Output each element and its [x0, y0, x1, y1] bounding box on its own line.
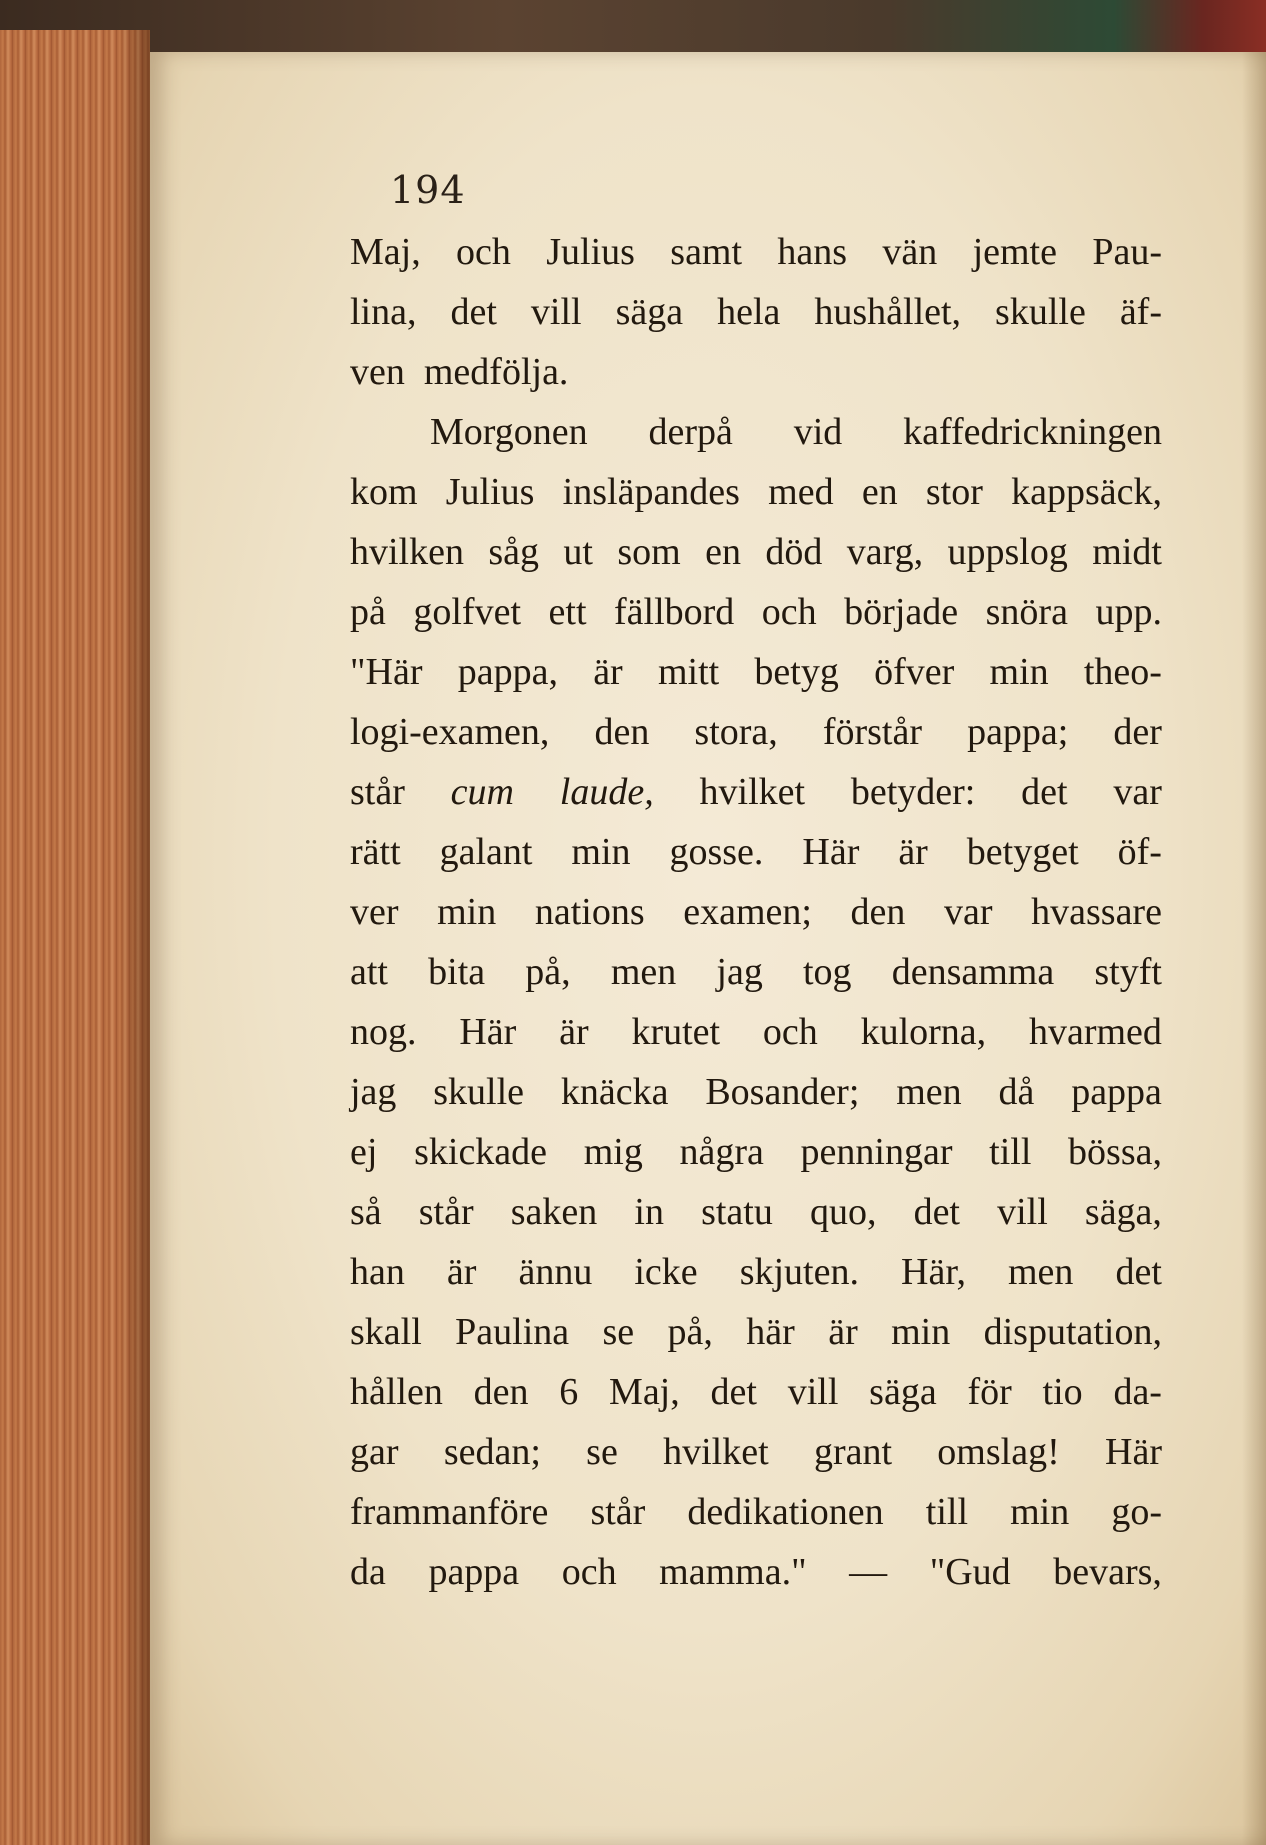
word: med	[768, 471, 834, 513]
text-line	[350, 1062, 1162, 1122]
word: betyg	[754, 651, 839, 693]
word: det	[1115, 1251, 1162, 1293]
word: Paulina	[455, 1311, 570, 1353]
word: Pau-	[1092, 231, 1162, 273]
word: in	[634, 1191, 664, 1233]
word: min	[891, 1311, 951, 1353]
word: min	[571, 831, 631, 873]
word: uppslog	[947, 531, 1068, 573]
text-line	[350, 1182, 1162, 1242]
word: hushållet,	[814, 291, 962, 333]
word: säga	[615, 291, 684, 333]
word: hvarmed	[1028, 1011, 1162, 1053]
word: kaffedrickningen	[903, 411, 1162, 453]
word: icke	[634, 1251, 698, 1293]
text-line	[350, 642, 1162, 702]
word: hvilket	[663, 1431, 769, 1473]
word: skickade	[414, 1131, 548, 1173]
text-line	[350, 882, 1162, 942]
word: Här	[459, 1011, 517, 1053]
word: saken	[510, 1191, 598, 1233]
word: 6	[559, 1371, 579, 1413]
word: öfver	[874, 651, 955, 693]
word: för	[967, 1371, 1012, 1413]
word: pappa,	[457, 651, 558, 693]
word: styft	[1094, 951, 1162, 993]
word: Morgonen	[430, 411, 588, 453]
italic-word: cum	[450, 771, 514, 813]
word: skulle	[995, 291, 1086, 333]
word: "Här	[350, 651, 423, 693]
word: pappa	[1071, 1071, 1162, 1113]
word: min	[437, 891, 497, 933]
word: krutet	[631, 1011, 721, 1053]
word: gar	[350, 1431, 399, 1473]
word: frammanföre	[350, 1491, 549, 1533]
word: äf-	[1119, 291, 1162, 333]
text-line	[350, 822, 1162, 882]
word: hans	[777, 231, 848, 273]
word: skjuten.	[739, 1251, 859, 1293]
word: står	[418, 1191, 474, 1233]
word: fällbord	[614, 591, 735, 633]
word: Här	[802, 831, 860, 873]
word: och	[456, 231, 511, 273]
word: da	[350, 1551, 386, 1593]
word: öf-	[1117, 831, 1162, 873]
word: kappsäck,	[1011, 471, 1162, 513]
body-text	[350, 222, 1162, 1602]
word: medfölja.	[423, 351, 569, 393]
word: nations	[534, 891, 645, 933]
word: samt	[670, 231, 743, 273]
word: Maj,	[350, 231, 421, 273]
word: penningar	[800, 1131, 953, 1173]
word: rätt	[350, 831, 401, 873]
italic-word: laude,	[559, 771, 654, 813]
word: knäcka	[560, 1071, 669, 1113]
word: min	[1010, 1491, 1070, 1533]
word: skall	[350, 1311, 422, 1353]
word: mitt	[657, 651, 720, 693]
word: ännu	[518, 1251, 593, 1293]
word: var	[944, 891, 993, 933]
word: betyget	[966, 831, 1079, 873]
word: densamma	[891, 951, 1055, 993]
word: vill	[997, 1191, 1048, 1233]
word: jemte	[972, 231, 1057, 273]
text-line	[350, 1122, 1162, 1182]
word: se	[602, 1311, 635, 1353]
word: pappa;	[967, 711, 1069, 753]
word: dedikationen	[687, 1491, 884, 1533]
word: det	[450, 291, 497, 333]
word: och	[561, 1551, 617, 1593]
word: på	[350, 591, 386, 633]
word: han	[350, 1251, 405, 1293]
word: hvilken	[350, 531, 464, 573]
word: på,	[667, 1311, 713, 1353]
word: bevars,	[1053, 1551, 1162, 1593]
word: men	[896, 1071, 962, 1113]
word: en	[705, 531, 741, 573]
word: den	[594, 711, 650, 753]
word: står	[590, 1491, 646, 1533]
word: stor	[925, 471, 983, 513]
text-line	[350, 1362, 1162, 1422]
text-line	[350, 1302, 1162, 1362]
word: är	[593, 651, 623, 693]
word: sedan;	[443, 1431, 541, 1473]
word: vid	[793, 411, 843, 453]
text-line	[350, 282, 1162, 342]
word: var	[1113, 771, 1162, 813]
word: då	[998, 1071, 1035, 1113]
word: —	[849, 1551, 888, 1593]
word: min	[989, 651, 1049, 693]
text-line	[350, 1542, 1162, 1602]
word: skulle	[433, 1071, 525, 1113]
word: logi-examen,	[350, 711, 550, 753]
word: derpå	[648, 411, 733, 453]
word: ver	[350, 891, 399, 933]
word: Julius	[445, 471, 535, 513]
word: Bosander;	[705, 1071, 860, 1113]
text-line	[350, 402, 1162, 462]
word: go-	[1111, 1491, 1162, 1533]
word: quo,	[809, 1191, 877, 1233]
word: till	[925, 1491, 969, 1533]
word: säga,	[1084, 1191, 1162, 1233]
word: jag	[716, 951, 763, 993]
text-line	[350, 1242, 1162, 1302]
text-line	[350, 762, 1162, 822]
word: "Gud	[929, 1551, 1011, 1593]
word: der	[1113, 711, 1162, 753]
word: ven	[350, 351, 405, 393]
word: tio	[1042, 1371, 1083, 1413]
word: det	[710, 1371, 757, 1413]
word: grant	[813, 1431, 893, 1473]
word: theo-	[1083, 651, 1162, 693]
text-line	[350, 522, 1162, 582]
word: den	[850, 891, 906, 933]
word: men	[610, 951, 677, 993]
word: den	[473, 1371, 529, 1413]
word: är	[828, 1311, 858, 1353]
word: här	[746, 1311, 795, 1353]
word: mig	[583, 1131, 643, 1173]
word: omslag!	[937, 1431, 1060, 1473]
word: och	[761, 591, 817, 633]
text-line	[350, 1422, 1162, 1482]
word: på,	[525, 951, 571, 993]
page-gutter-shadow	[1242, 52, 1266, 1845]
word: vill	[530, 291, 582, 333]
word: vän	[882, 231, 938, 273]
word: varg,	[846, 531, 924, 573]
word: och	[762, 1011, 818, 1053]
word: är	[898, 831, 928, 873]
word: bössa,	[1068, 1131, 1162, 1173]
word: Julius	[546, 231, 635, 273]
word: midt	[1092, 531, 1162, 573]
word: statu	[701, 1191, 773, 1233]
word: gosse.	[669, 831, 764, 873]
word: nog.	[350, 1011, 417, 1053]
word: hvilket	[699, 771, 806, 813]
word: som	[617, 531, 681, 573]
word: till	[989, 1131, 1032, 1173]
word: säga	[869, 1371, 937, 1413]
word: hållen	[350, 1371, 443, 1413]
word: golfvet	[413, 591, 522, 633]
word: snöra	[985, 591, 1068, 633]
word: mamma."	[659, 1551, 807, 1593]
word: kulorna,	[860, 1011, 987, 1053]
word: hvassare	[1031, 891, 1162, 933]
word: ej	[350, 1131, 378, 1173]
text-line	[350, 462, 1162, 522]
text-line	[350, 702, 1162, 762]
word: disputation,	[983, 1311, 1162, 1353]
word: stora,	[694, 711, 778, 753]
word: lina,	[350, 291, 417, 333]
word: pappa	[428, 1551, 520, 1593]
word: hela	[717, 291, 781, 333]
word: ut	[563, 531, 593, 573]
word: död	[765, 531, 823, 573]
word: kom	[350, 471, 418, 513]
text-line	[350, 1482, 1162, 1542]
text-line	[350, 1002, 1162, 1062]
word: da-	[1113, 1371, 1162, 1413]
word: Här,	[901, 1251, 966, 1293]
text-line	[350, 582, 1162, 642]
text-line	[350, 342, 1162, 402]
page-number: 194	[390, 168, 466, 212]
word: några	[679, 1131, 764, 1173]
word: det	[1021, 771, 1068, 813]
word: jag	[350, 1071, 397, 1113]
text-line	[350, 942, 1162, 1002]
word: insläpandes	[562, 471, 740, 513]
word: så	[350, 1191, 382, 1233]
word: en	[861, 471, 898, 513]
word: examen;	[683, 891, 812, 933]
text-line	[350, 222, 1162, 282]
word: står	[350, 771, 405, 813]
word: ett	[548, 591, 587, 633]
word: såg	[488, 531, 540, 573]
word: det	[913, 1191, 960, 1233]
page-edges	[0, 30, 150, 1845]
word: se	[586, 1431, 618, 1473]
word: bita	[428, 951, 486, 993]
word: att	[350, 951, 388, 993]
word: tog	[803, 951, 852, 993]
word: förstår	[822, 711, 923, 753]
word: är	[446, 1251, 477, 1293]
word: började	[844, 591, 959, 633]
word: men	[1008, 1251, 1074, 1293]
word: är	[559, 1011, 589, 1053]
word: betyder:	[850, 771, 976, 813]
word: upp.	[1095, 591, 1162, 633]
word: galant	[439, 831, 533, 873]
word: vill	[787, 1371, 839, 1413]
word: Här	[1105, 1431, 1162, 1473]
word: Maj,	[609, 1371, 680, 1413]
